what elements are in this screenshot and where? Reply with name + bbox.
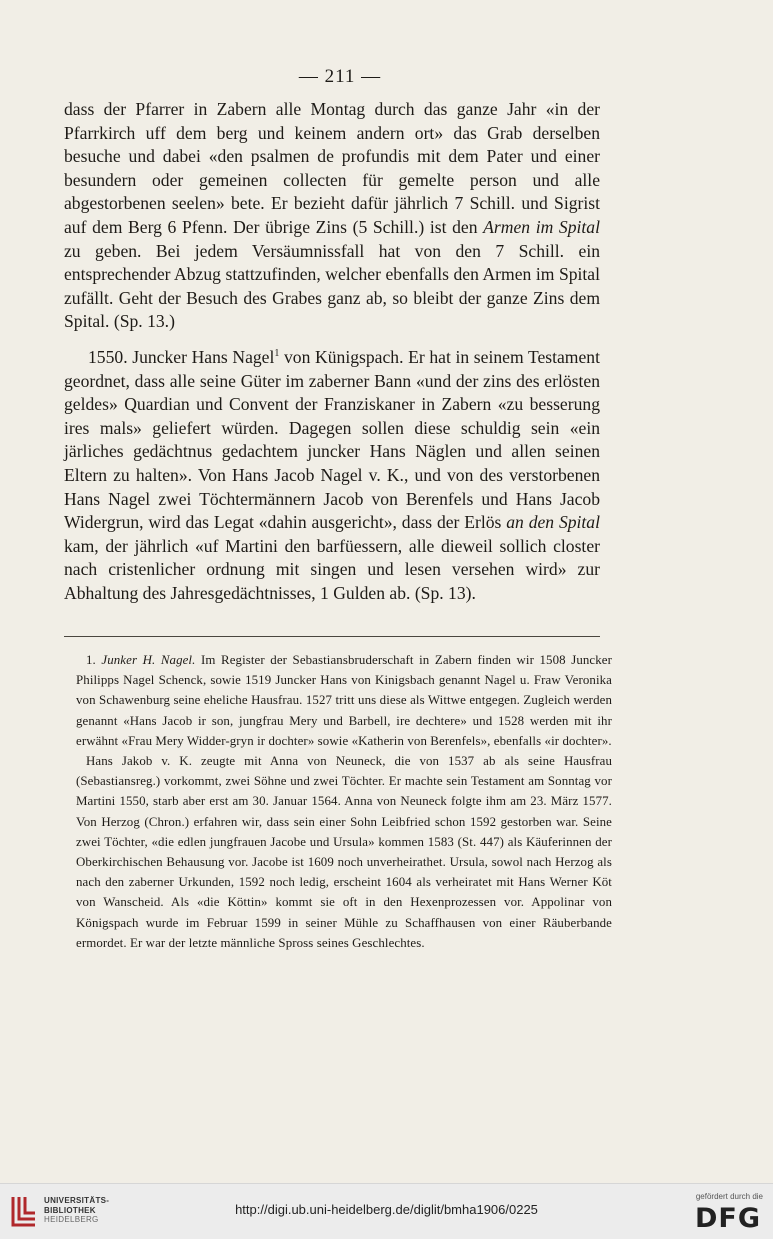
footnotes xyxy=(76,650,612,953)
dfg-logo[interactable]: DFG xyxy=(694,1203,761,1234)
main-text xyxy=(64,98,600,605)
italic-phrase: an den Spital xyxy=(506,512,600,533)
funder-caption: gefördert durch die xyxy=(695,1192,763,1201)
page-number: — 211 — xyxy=(298,66,382,87)
library-name[interactable]: UNIVERSITÄTS- BIBLIOTHEK HEIDELBERG xyxy=(44,1196,110,1224)
footnote-head: Junker H. Nagel. xyxy=(101,653,196,667)
viewer-footer xyxy=(0,1183,773,1239)
entry-name: Juncker Hans Nagel xyxy=(127,346,275,367)
footnote-1-continued: Hans Jakob v. K. zeugte mit Anna von Neuneck, die von 1537 ab als seine Hausfrau (Sebastiansreg.) vorkommt, zwei Söhne und zwei Töchter. Er machte sein Testament am Sonntag vor Martini 1550, starb aber erst am 30. Januar 1564. Anna von Neuneck folgte ihm am 23. März 1577. Von Herzog (Chron.) erfahren wir, dass sein einer Sohn Leibfried schon 1592 gestorben war. Seine zwei Töchter, «die edlen jungfrauen Jacobe und Ursula» kommen 1583 (St. 447) als Käuferinnen der Oberkirchischen Behausung vor. Jacobe ist 1609 noch unverheirathet. Ursula, sowol nach Herzog als nach den zaberner Urkunden, 1592 noch ledig, erscheint 1604 als verheiratet mit Hans Werner Köt von Wanscheid. Als «die Köttin» kommt sie oft in den Hexenprozessen vor. Appolinar von Königspach wurde im Februar 1599 in seiner Mühle zu Schaffhausen von einer Räuberbande ermordet. Er war der letzte männliche Spross seines Geschlechtes. xyxy=(76,754,612,950)
entry-number: 1550. xyxy=(88,346,128,367)
entry-1550: 1550. Juncker Hans Nagel$^1$ von Künigspach. Er hat in seinem Testament geordnet, dass alle seine Güter im zaberner Bann «und der zins des erlösten geldes» Quardian und Convent der Franziskaner in Zabern «zu besserung ires mals» geliefert würden. Dagegen sollen diese schuldig sein «ein järliches gedächtnus gedachtem juncker Hans Näglen und allen seinen Eltern zu halten». Von Hans Jacob Nagel v. K., und von des verstorbenen Hans Nagel zwei Töchtermännern Jacob von Berenfels und Hans Jacob Widergrun, wird das Legat «dahin ausgericht», dass der Erlös an den Spital kam, der jährlich «uf Martini den barfüessern, alle dieweil sollich closter nach cristenlicher ordnung mit singen und lesen versehen wird» zur Abhaltung des Jahresgedächtnisses, 1 Gulden ab. (Sp. 13). xyxy=(64,346,600,603)
footnote-mark[interactable]: 1 xyxy=(274,348,280,360)
footnote-number: 1. xyxy=(86,653,96,667)
footnote-1: 1. Junker H. Nagel. Im Register der Sebastiansbruderschaft in Zabern finden wir 1508 Juncker Philipps Nagel Schenck, sowie 1519 Juncker Hans von Kinigsbach genannt Nagel u. Fraw Veronika von Schawenburg seine eheliche Hausfrau. 1527 tritt uns diese als Wittwe entgegen. Zugleich werden genannt «Hans Jacob ir son, jungfrau Mery und Barbell, ire dechtere» und 1528 werden mit ihr erwähnt «Frau Mery Widder-gryn ir dochter» sowie «Katherin von Berenfels», ebenfalls «ir dochter». xyxy=(76,653,612,748)
paragraph-continuation: dass der Pfarrer in Zabern alle Montag durch das ganze Jahr «in der Pfarrkirch uff dem berg und keinem andern ort» das Grab derselben besuche und dabei «den psalmen de profundis mit dem Pater und einer besundern oder gemeinen collecten für gemelte person und alle abgestorbenen seelen» bete. Er bezieht dafür jährlich 7 Schill. und Sigrist auf dem Berg 6 Pfenn. Der übrige Zins (5 Schill.) ist den Armen im Spital zu geben. Bei jedem Versäumnissfall hat von den 7 Schill. ein entsprechender Abzug stattzufinden, welcher ebenfalls den Armen im Spital zufällt. Geht der Besuch des Grabes ganz ab, so bleibt der ganze Zins dem Spital. (Sp. 13.) xyxy=(64,99,600,332)
permalink-url[interactable]: http://digi.ub.uni-heidelberg.de/diglit/bmha1906/0225 xyxy=(235,1202,538,1217)
italic-phrase: Armen im Spital xyxy=(483,216,600,237)
footnote-divider xyxy=(64,636,600,637)
